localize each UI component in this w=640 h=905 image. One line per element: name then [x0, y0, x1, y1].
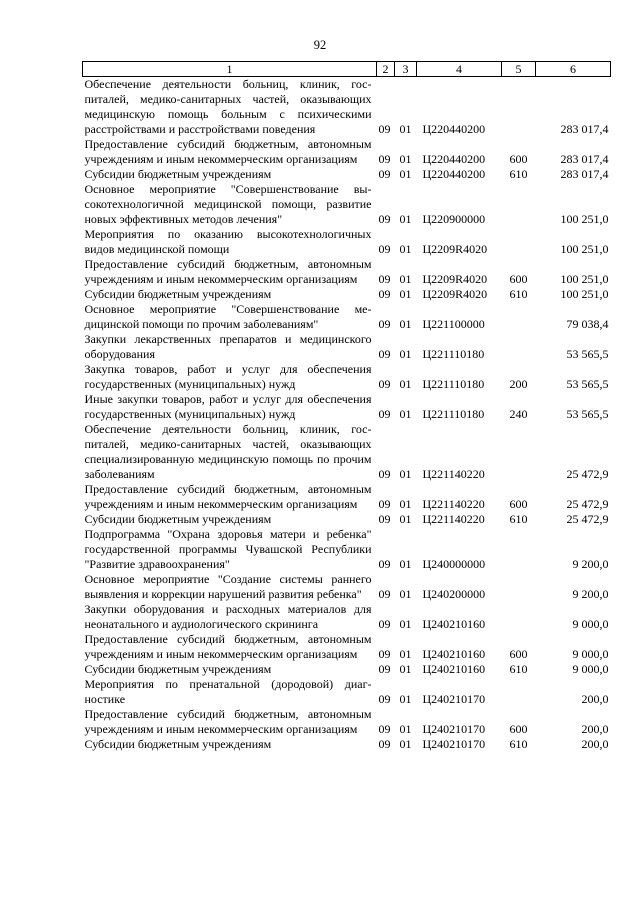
- row-amount: 25 472,9: [566, 512, 609, 526]
- row-expense-type: [502, 227, 536, 257]
- row-section: 09: [378, 287, 391, 301]
- row-section: 09: [378, 512, 391, 526]
- row-amount: 9 000,0: [572, 647, 609, 661]
- row-amount: 25 472,9: [566, 497, 609, 511]
- row-target-code: Ц240210170: [422, 722, 486, 736]
- row-expense-type: [502, 527, 536, 572]
- table-row: [83, 332, 611, 362]
- row-target-code: Ц221110180: [422, 377, 485, 391]
- row-section: 09: [378, 662, 391, 676]
- table-row: [83, 137, 611, 167]
- row-target-code: Ц221140220: [422, 497, 485, 511]
- row-section: 09: [378, 212, 391, 226]
- row-name: Основное мероприятие "Совершенствование медицинской помощи по прочим заболеваниям": [84, 302, 372, 331]
- table-body: [83, 77, 611, 753]
- row-subsection: 01: [399, 272, 412, 286]
- row-subsection: 01: [399, 242, 412, 256]
- budget-table: [82, 61, 611, 752]
- row-name: Субсидии бюджетным учреждениям: [84, 287, 272, 301]
- row-name: Предоставление субсидий бюджетным, автономным учреждениям и иным некоммерческим организациям: [84, 137, 372, 166]
- table-row: [83, 77, 611, 138]
- table-row: [83, 482, 611, 512]
- row-amount: 100 251,0: [560, 287, 609, 301]
- row-target-code: Ц240210170: [422, 737, 486, 751]
- row-target-code: Ц220440200: [422, 122, 486, 136]
- table-row: [83, 677, 611, 707]
- row-expense-type: 600: [509, 497, 528, 511]
- row-expense-type: [502, 422, 536, 482]
- row-target-code: Ц2209R4020: [422, 242, 488, 256]
- table-row: [83, 257, 611, 287]
- row-subsection: 01: [399, 287, 412, 301]
- row-target-code: Ц240210160: [422, 662, 486, 676]
- table-row: [83, 287, 611, 302]
- table-row: [83, 512, 611, 527]
- row-expense-type: [502, 182, 536, 227]
- row-amount: 79 038,4: [566, 317, 609, 331]
- row-section: 09: [378, 497, 391, 511]
- header-col-6: 6: [536, 62, 611, 77]
- row-name: Закупки оборудования и расходных материалов для неонатального и аудиологического скрининга: [84, 602, 372, 631]
- row-expense-type: 600: [509, 722, 528, 736]
- row-subsection: 01: [399, 347, 412, 361]
- row-subsection: 01: [399, 122, 412, 136]
- table-row: [83, 527, 611, 572]
- row-target-code: Ц220900000: [422, 212, 486, 226]
- row-name: Предоставление субсидий бюджетным, автономным учреждениям и иным некоммерческим организациям: [84, 707, 372, 736]
- row-section: 09: [378, 557, 391, 571]
- row-section: 09: [378, 167, 391, 181]
- row-section: 09: [378, 122, 391, 136]
- row-name: Обеспечение деятельности больниц, клиник, госпиталей, медико-санитарных частей, оказывающих медицинскую помощь больным с психическими расстройствами и расстройствами поведения: [84, 77, 372, 136]
- table-row: [83, 662, 611, 677]
- row-section: 09: [378, 467, 391, 481]
- row-name: Основное мероприятие "Совершенствование высокотехнологичной медицинской помощи, развитие новых эффективных методов лечения": [84, 182, 372, 226]
- table-row: [83, 182, 611, 227]
- table-row: [83, 167, 611, 182]
- row-name: Закупка товаров, работ и услуг для обеспечения государственных (муниципальных) нужд: [84, 362, 372, 391]
- row-target-code: Ц221100000: [422, 317, 485, 331]
- row-amount: 9 200,0: [572, 587, 609, 601]
- row-expense-type: 600: [509, 647, 528, 661]
- row-section: 09: [378, 317, 391, 331]
- row-name: Закупки лекарственных препаратов и медицинского оборудования: [84, 332, 372, 361]
- row-amount: 53 565,5: [566, 377, 609, 391]
- page-number: 92: [313, 38, 327, 52]
- row-target-code: Ц220440200: [422, 152, 486, 166]
- row-section: 09: [378, 587, 391, 601]
- row-amount: 100 251,0: [560, 242, 609, 256]
- row-target-code: Ц2209R4020: [422, 272, 488, 286]
- row-expense-type: [502, 77, 536, 138]
- row-expense-type: 610: [509, 167, 528, 181]
- row-subsection: 01: [399, 617, 412, 631]
- row-subsection: 01: [399, 662, 412, 676]
- row-section: 09: [378, 272, 391, 286]
- table-header-row: [83, 62, 611, 77]
- row-amount: 25 472,9: [566, 467, 609, 481]
- row-target-code: Ц240210160: [422, 617, 486, 631]
- row-target-code: Ц221140220: [422, 467, 485, 481]
- row-expense-type: [502, 302, 536, 332]
- row-name: Предоставление субсидий бюджетным, автономным учреждениям и иным некоммерческим организациям: [84, 632, 372, 661]
- row-section: 09: [378, 647, 391, 661]
- table-row: [83, 737, 611, 752]
- row-name: Иные закупки товаров, работ и услуг для обеспечения государственных (муниципальных) нужд: [84, 392, 372, 421]
- row-expense-type: [502, 332, 536, 362]
- row-section: 09: [378, 722, 391, 736]
- row-section: 09: [378, 617, 391, 631]
- row-subsection: 01: [399, 512, 412, 526]
- table-row: [83, 227, 611, 257]
- row-target-code: Ц220440200: [422, 167, 486, 181]
- row-name: Мероприятия по оказанию высокотехнологичных видов медицинской помощи: [84, 227, 372, 256]
- row-expense-type: 600: [509, 272, 528, 286]
- row-name: Субсидии бюджетным учреждениям: [84, 167, 272, 181]
- row-subsection: 01: [399, 167, 412, 181]
- row-subsection: 01: [399, 377, 412, 391]
- row-expense-type: [502, 572, 536, 602]
- row-target-code: Ц240000000: [422, 557, 486, 571]
- row-target-code: Ц221110180: [422, 407, 485, 421]
- row-amount: 9 200,0: [572, 557, 609, 571]
- row-expense-type: 600: [509, 152, 528, 166]
- header-col-1: 1: [83, 62, 377, 77]
- row-expense-type: [502, 602, 536, 632]
- table-row: [83, 632, 611, 662]
- row-amount: 9 000,0: [572, 662, 609, 676]
- row-expense-type: 610: [509, 662, 528, 676]
- row-amount: 283 017,4: [560, 167, 609, 181]
- row-name: Субсидии бюджетным учреждениям: [84, 737, 272, 751]
- row-subsection: 01: [399, 722, 412, 736]
- row-amount: 100 251,0: [560, 212, 609, 226]
- row-amount: 100 251,0: [560, 272, 609, 286]
- row-subsection: 01: [399, 557, 412, 571]
- row-expense-type: 610: [509, 512, 528, 526]
- row-amount: 53 565,5: [566, 347, 609, 361]
- row-name: Предоставление субсидий бюджетным, автономным учреждениям и иным некоммерческим организациям: [84, 482, 372, 511]
- row-expense-type: 610: [509, 287, 528, 301]
- row-subsection: 01: [399, 497, 412, 511]
- row-section: 09: [378, 242, 391, 256]
- row-amount: 9 000,0: [572, 617, 609, 631]
- table-row: [83, 362, 611, 392]
- table-row: [83, 392, 611, 422]
- row-amount: 200,0: [581, 737, 609, 751]
- row-expense-type: 240: [509, 407, 528, 421]
- row-amount: 200,0: [581, 722, 609, 736]
- row-expense-type: 200: [509, 377, 528, 391]
- row-target-code: Ц221110180: [422, 347, 485, 361]
- row-name: Предоставление субсидий бюджетным, автономным учреждениям и иным некоммерческим организациям: [84, 257, 372, 286]
- row-name: Мероприятия по пренатальной (дородовой) диагностике: [84, 677, 372, 706]
- row-expense-type: [502, 677, 536, 707]
- row-amount: 53 565,5: [566, 407, 609, 421]
- row-subsection: 01: [399, 647, 412, 661]
- row-section: 09: [378, 347, 391, 361]
- table-row: [83, 602, 611, 632]
- row-name: Субсидии бюджетным учреждениям: [84, 512, 272, 526]
- row-subsection: 01: [399, 737, 412, 751]
- table-row: [83, 707, 611, 737]
- row-subsection: 01: [399, 407, 412, 421]
- row-target-code: Ц240200000: [422, 587, 486, 601]
- row-name: Основное мероприятие "Создание системы раннего выявления и коррекции нарушений развития ребенка": [84, 572, 372, 601]
- header-col-3: 3: [395, 62, 417, 77]
- row-target-code: Ц2209R4020: [422, 287, 488, 301]
- row-expense-type: 610: [509, 737, 528, 751]
- header-col-4: 4: [417, 62, 502, 77]
- row-subsection: 01: [399, 317, 412, 331]
- row-amount: 283 017,4: [560, 152, 609, 166]
- row-target-code: Ц221140220: [422, 512, 485, 526]
- row-section: 09: [378, 407, 391, 421]
- table-row: [83, 422, 611, 482]
- header-col-2: 2: [377, 62, 395, 77]
- row-section: 09: [378, 692, 391, 706]
- row-subsection: 01: [399, 692, 412, 706]
- row-subsection: 01: [399, 212, 412, 226]
- row-section: 09: [378, 737, 391, 751]
- row-section: 09: [378, 152, 391, 166]
- row-target-code: Ц240210160: [422, 647, 486, 661]
- row-subsection: 01: [399, 152, 412, 166]
- row-amount: 200,0: [581, 692, 609, 706]
- row-section: 09: [378, 377, 391, 391]
- row-name: Субсидии бюджетным учреждениям: [84, 662, 272, 676]
- row-name: Обеспечение деятельности больниц, клиник, госпиталей, медико-санитарных частей, оказывающих специализированную медицинскую помощь по прочим заболеваниям: [84, 422, 372, 481]
- row-name: Подпрограмма "Охрана здоровья матери и ребенка" государственной программы Чувашской Республики "Развитие здравоохранения": [84, 527, 372, 571]
- table-row: [83, 572, 611, 602]
- row-target-code: Ц240210170: [422, 692, 486, 706]
- row-subsection: 01: [399, 467, 412, 481]
- row-subsection: 01: [399, 587, 412, 601]
- header-col-5: 5: [502, 62, 536, 77]
- table-row: [83, 302, 611, 332]
- row-amount: 283 017,4: [560, 122, 609, 136]
